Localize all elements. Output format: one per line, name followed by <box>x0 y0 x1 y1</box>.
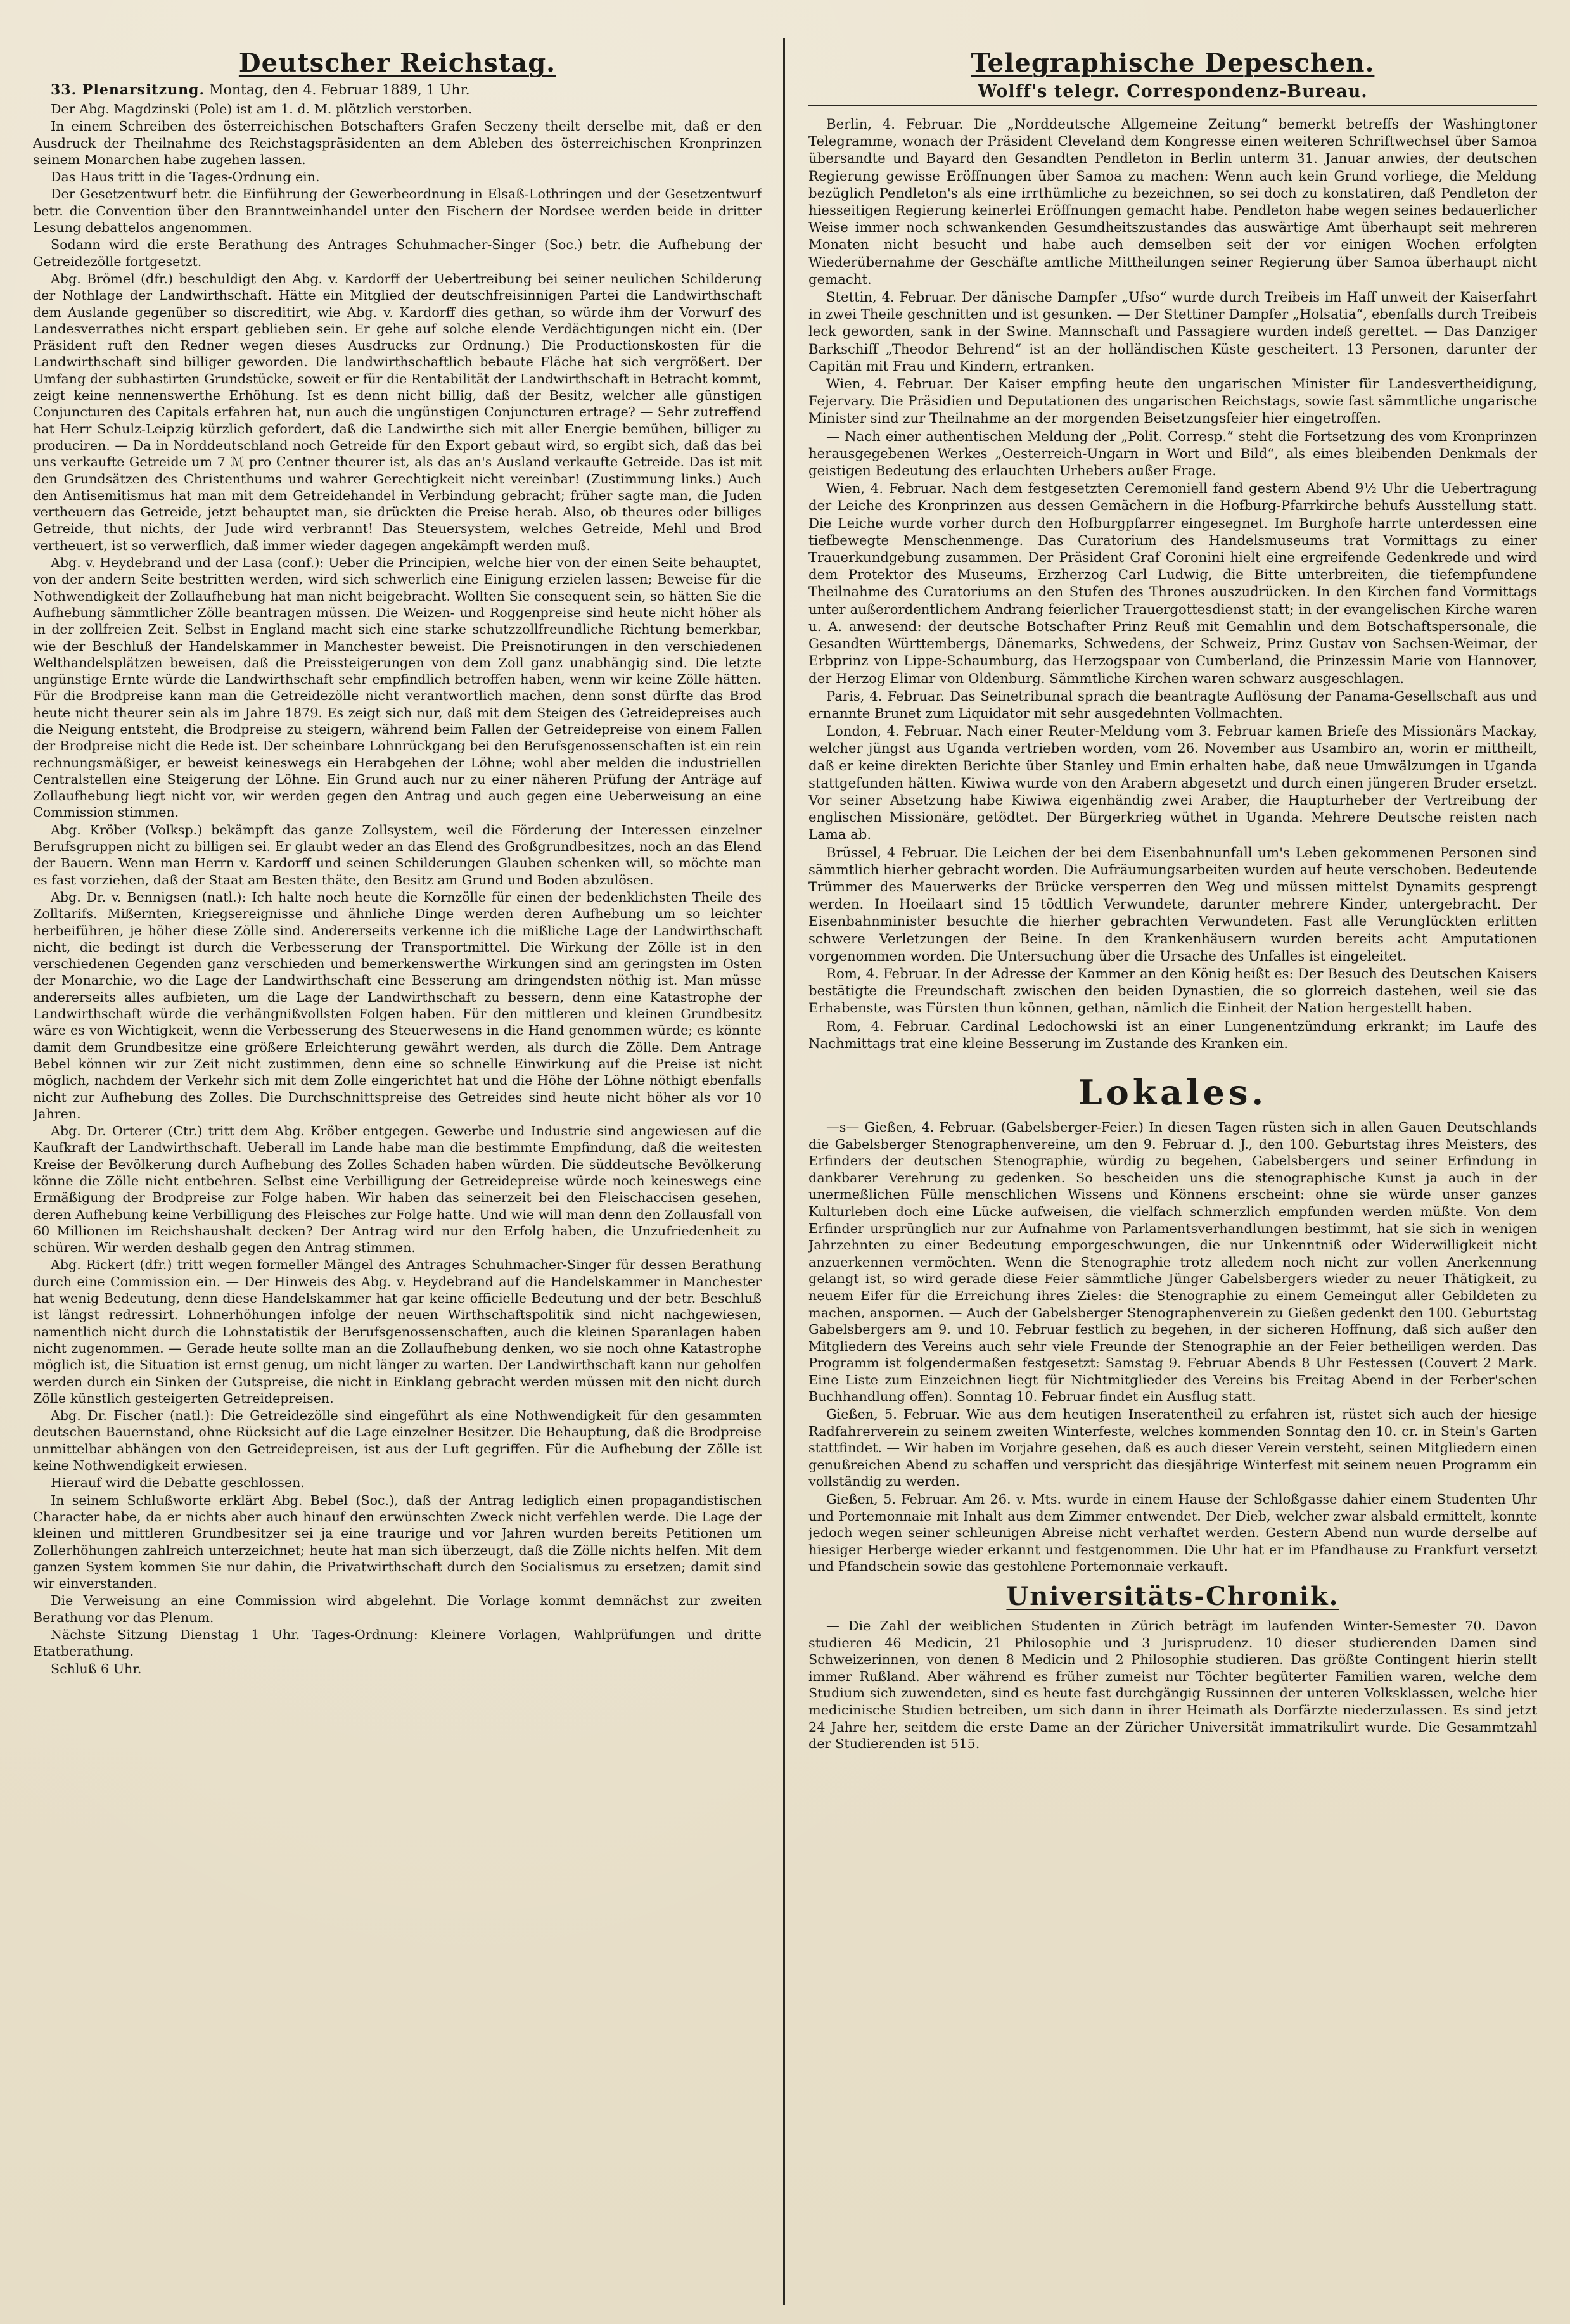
paragraph-verweisung: Die Verweisung an eine Commission wird abgelehnt. Die Vorlage kommt demnächst zur zweiten Berathung vor das Plenum. <box>33 1593 762 1625</box>
reichstag-report <box>33 101 762 1677</box>
paragraph-schluss: Schluß 6 Uhr. <box>51 1661 142 1676</box>
column-divider <box>783 38 785 2305</box>
telegraph-subheading: Wolff's telegr. Correspondenz-Bureau. <box>978 82 1368 101</box>
telegraph-rule <box>808 105 1537 106</box>
paragraph-broemel: Abg. Brömel (dfr.) beschuldigt den Abg. v. Kardorff der Uebertreibung bei seiner neulichen Schilderung der Nothlage der Landwirthschaft. Hätte ein Mitglied der deutschfreisinnigen Partei die Landwirthschaft dem Auslande gegenüber so discreditirt, wie Abg. v. Kardorff dies gethan, so würde ihm der Vorwurf des Landesverrathes nicht erspart geblieben sein. Er gehe auf solche elende Verdächtigungen nicht ein. (Der Präsident ruft den Redner wegen dieses Ausdrucks zur Ordnung.) Die Productionskosten für die Landwirthschaft sind billiger geworden. Die landwirthschaftlich bebaute Fläche hat sich vergrößert. Der Umfang der subhastirten Grundstücke, soweit er für die Rentabilität der Landwirthschaft in Betracht kommt, zeigt keine nennenswerthe Erhöhung. Ist es denn nicht billig, daß der Besitz, welcher alle günstigen Conjuncturen des Capitals erfahren hat, nun auch die ungünstigen Conjuncturen ertrage? — Sehr zutreffend hat Herr Schulz-Leipzig kürzlich gefordert, daß die Landwirthe sich mit aller Energie bemühen, billiger zu produciren. — Da in Norddeutschland noch Getreide für den Export gebaut wird, so ergibt sich, daß das bei uns verkaufte Getreide um 7 ℳ pro Centner theurer ist, als das an's Ausland verkaufte Getreide. Das ist mit den Grundsätzen des Christenthums und wahrer Gerechtigkeit nicht vereinbar! (Zustimmung links.) Auch den Antisemitismus hat man mit dem Getreidehandel in Verbindung gebracht; früher sagte man, die Juden vertheuern das Getreide, jetzt behauptet man, sie drückten die Preise herab. Also, ob theures oder billiges Getreide, thut nichts, der Jude wird verbrannt! Das Steuersystem, welches Getreide, Mehl und Brod vertheuert, ist so verwerflich, daß immer wieder dagegen angekämpft werden muß. <box>33 271 762 553</box>
sitting-date: Montag, den 4. Februar 1889, 1 Uhr. <box>209 82 470 98</box>
paragraph-debatte: Hierauf wird die Debatte geschlossen. <box>51 1475 305 1491</box>
paragraph-schuhmacher: Sodann wird die erste Berathung des Antrages Schuhmacher-Singer (Soc.) betr. die Aufhebung der Getreidezölle fortgesetzt. <box>33 237 762 269</box>
universitaets-section <box>808 1618 1537 1753</box>
sitting-label: 33. Plenarsitzung. <box>51 82 205 98</box>
universitaets-heading: Universitäts-Chronik. <box>1006 1581 1339 1611</box>
paragraph-kroeber: Abg. Kröber (Volksp.) bekämpft das ganze Zollsystem, weil die Förderung der Interessen einzelner Berufsgruppen nicht zu billigen sei. Er glaubt weder an das Elend des Großgrundbesitzes, noch an das Elend der Bauern. Wenn man Herrn v. Kardorff und seinen Schilderungen Glauben schenken will, so möchte man es fast vorziehen, daß der Staat am Besten thäte, den Besitz am Grund und Boden abzulösen. <box>33 822 762 888</box>
paragraph-wien1: Wien, 4. Februar. Der Kaiser empfing heute den ungarischen Minister für Landesvertheidigung, Fejervary. Die Präsidien und Deputationen des ungarischen Reichstags, sowie fast sämmtliche ungarische Minister sind zur Theilnahme an der morgenden Beisetzungsfeier hier eingetroffen. <box>808 376 1537 426</box>
paragraph-polit: — Nach einer authentischen Meldung der „Polit. Corresp.“ steht die Fortsetzung des vom Kronprinzen herausgegebenen Werkes „Oesterreich-Ungarn in Wort und Bild“, als eines bleibenden Denkmals der geistigen Bedeutung des erlauchten Urhebers außer Frage. <box>808 428 1537 479</box>
paragraph-magdzinski: Der Abg. Magdzinski (Pole) ist am 1. d. M. plötzlich verstorben. <box>51 101 473 117</box>
telegraph-heading: Telegraphische Depeschen. <box>971 48 1375 78</box>
paragraph-rom1: Rom, 4. Februar. In der Adresse der Kammer an den König heißt es: Der Besuch des Deutschen Kaisers bestätigte die Freundschaft zwischen den beiden Dynastien, die so glorreich dastehen, weil sie das Erhabenste, was Fürsten thun können, gethan, nämlich die Einheit der Nation hergestellt haben. <box>808 965 1537 1016</box>
paragraph-orterer: Abg. Dr. Orterer (Ctr.) tritt dem Abg. Kröber entgegen. Gewerbe und Industrie sind angewiesen auf die Kaufkraft der Landwirthschaft. Ueberall im Lande habe man die bestimmte Empfindung, daß die weitesten Kreise der Bevölkerung durch Aufhebung des Zolles Schaden haben würden. Die süddeutsche Bevölkerung könne die Zölle nicht entbehren. Selbst eine Verbilligung der Getreidepreise würde noch keineswegs eine Ermäßigung der Brodpreise zur Folge haben. Wir haben das seinerzeit bei den Fleischaccisen gesehen, deren Aufhebung keine Verbilligung des Fleisches zur Folge hatte. Und wie will man denn den Zollausfall von 60 Millionen im Reichshaushalt decken? Der Antrag wird nur den Erfolg haben, die Unzufriedenheit zu schüren. Wir werden deshalb gegen den Antrag stimmen. <box>33 1123 762 1256</box>
paragraph-giessen2: Gießen, 5. Februar. Wie aus dem heutigen Inseratentheil zu erfahren ist, rüstet sich auch der hiesige Radfahrerverein zu seinem zweiten Winterfeste, welches kommenden Sonntag den 10. cr. in Stein's Garten stattfindet. — Wir haben im Vorjahre gesehen, daß es auch dieser Verein versteht, seinen Mitgliedern einen genußreichen Abend zu schaffen und verspricht das diesjährige Winterfest mit seinem neuen Programm ein vollständig zu werden. <box>808 1407 1537 1490</box>
paragraph-giessen3: Gießen, 5. Februar. Am 26. v. Mts. wurde in einem Hause der Schloßgasse dahier einem Studenten Uhr und Portemonnaie mit Inhalt aus dem Zimmer entwendet. Der Dieb, welcher zwar alsbald ermittelt, konnte jedoch wegen seiner schleunigen Abreise nicht verhaftet werden. Gestern Abend nun wurde derselbe auf hiesiger Herberge wieder erkannt und festgenommen. Die Uhr hat er im Pfandhause zu Frankfurt versetzt und Pfandschein sowie das gestohlene Portemonnaie verkauft. <box>808 1491 1537 1574</box>
paragraph-bennigsen: Abg. Dr. v. Bennigsen (natl.): Ich halte noch heute die Kornzölle für einen der bedenklichsten Theile des Zolltarifs. Mißernten, Kriegsereignisse und ähnliche Dinge werden deren Aufhebung um so leichter herbeiführen, je höher diese Zölle sind. Andererseits verkenne ich die mißliche Lage der Landwirthschaft nicht, die bedingt ist durch die Verbesserung der Transportmittel. Die Wirkung der Zölle ist in den verschiedenen Gegenden ganz verschieden und bemerkenswerthe Wirkungen sind am geringsten im Osten der Monarchie, wo die Lage der Landwirthschaft eine Besserung am dringendsten nöthig ist. Man müsse andererseits alles aufbieten, um die Lage der Landwirthschaft zu bessern, denn eine Katastrophe der Landwirthschaft würde die verhängnißvollsten Folgen haben. Für den mittleren und kleinen Grundbesitz wäre es von Wichtigkeit, wenn die Verbesserung des Steuerwesens in die Hand genommen würde; es könnte damit dem Grundbesitze eine größere Erleichterung gewährt werden, als durch die Zölle. Dem Antrage Bebel können wir zur Zeit nicht zustimmen, denn eine so schnelle Einwirkung auf die Preise ist nicht möglich, nachdem der Verkehr sich mit dem Zolle eingerichtet hat und die Höhe der Löhne nöthigt ebenfalls nicht zur Aufhebung des Zolles. Die Durchschnittspreise des Getreides sind heute nicht höher als vor 10 Jahren. <box>33 889 762 1121</box>
section-separator <box>808 1061 1537 1063</box>
reichstag-heading: Deutscher Reichstag. <box>238 48 556 78</box>
paragraph-zuerich: — Die Zahl der weiblichen Studenten in Zürich beträgt im laufenden Winter-Semester 70. Davon studieren 46 Medicin, 21 Philosophie und 3 Jurisprudenz. 10 dieser studierenden Damen sind Schweizerinnen, von denen 8 Medicin und 2 Philosophie studieren. Das größte Contingent hierin stellt immer Rußland. Aber während es früher zumeist nur Töchter begüterter Familien waren, welche dem Studium sich zuwendeten, sind es heute fast durchgängig Russinnen der unteren Volksklassen, welche hier medicinische Studien betreiben, um sich dann in ihrer Heimath als Dorfärzte niederzulassen. Es sind jetzt 24 Jahre her, seitdem die erste Dame an der Züricher Universität immatrikulirt wurde. Die Gesammtzahl der Studierenden ist 515. <box>808 1618 1537 1752</box>
paragraph-bebel: In seinem Schlußworte erklärt Abg. Bebel (Soc.), daß der Antrag lediglich einen propagandistischen Character habe, da er nichts aber auch hinauf den erwünschten Zweck nicht verfehlen werde. Die Lage der kleinen und mittleren Grundbesitzer sei ja eine traurige und vor Jahren wurden bereits Petitionen um Zollerhöhungen zahlreich unterzeichnet; heute hat man sich überzeugt, daß die Zölle nichts helfen. Mit dem ganzen System kommen Sie nur dahin, die Privatwirthschaft durch den Socialismus zu ersetzen; damit sind wir einverstanden. <box>33 1492 762 1592</box>
paragraph-heydebrand: Abg. v. Heydebrand und der Lasa (conf.): Ueber die Principien, welche hier von der einen Seite behauptet, von der andern Seite bestritten werden, wird sich schwerlich eine Einigung erzielen lassen; Beweise für die Nothwendigkeit der Zollaufhebung hat man nicht beigebracht. Wollten Sie consequent sein, so hätten Sie die Aufhebung sämmtlicher Zölle beantragen müssen. Die Weizen- und Roggenpreise sind heute nicht höher als in der zollfreien Zeit. Selbst in England macht sich eine starke schutzzollfreundliche Richtung bemerkbar, wie der Beschluß der Handelskammer in Manchester beweist. Die Preisnotirungen in den verschiedenen Welthandelsplätzen beweisen, daß die Preissteigerungen von dem Zoll ganz unabhängig sind. Die letzte ungünstige Ernte würde die Landwirthschaft sehr empfindlich betroffen haben, wenn wir keine Zölle hätten. Für die Brodpreise kann man die Getreidezölle nicht verantwortlich machen, denn sonst dürfte das Brod heute nicht theurer sein als im Jahre 1879. Es zeigt sich nur, daß mit dem Steigen des Getreidepreises auch die Neigung entsteht, die Brodpreise zu steigern, während beim Fallen der Getreidepreise von einem Fallen der Brodpreise nicht die Rede ist. Der scheinbare Lohnrückgang bei den Berufsgenossenschaften ist ein rein rechnungsmäßiger, er beweist keineswegs ein Herabgehen der Löhne; wohl aber melden die industriellen Centralstellen eine Steigerung der Löhne. Ein Grund auch nur zu einer näheren Prüfung der Anträge auf Zollaufhebung liegt nicht vor, wir werden gegen den Antrag und auch gegen eine Ueberweisung an eine Commission stimmen. <box>33 555 762 820</box>
lokales-heading: Lokales. <box>1078 1071 1268 1113</box>
left-column <box>33 44 762 2299</box>
sitting-line <box>33 82 762 98</box>
paragraph-gewerbeordnung: Der Gesetzentwurf betr. die Einführung der Gewerbeordnung in Elsaß-Lothringen und der Gesetzentwurf betr. die Convention über den Branntweinhandel unter den Fischern der Nordsee werden beide in dritter Lesung debattelos angenommen. <box>33 186 762 236</box>
right-column <box>808 44 1537 2299</box>
paragraph-tagesordnung: Das Haus tritt in die Tages-Ordnung ein. <box>51 169 320 185</box>
paragraph-paris: Paris, 4. Februar. Das Seinetribunal sprach die beantragte Auflösung der Panama-Gesellschaft aus und ernannte Brunet zum Liquidator mit sehr ausgedehnten Vollmachten. <box>808 687 1537 721</box>
paragraph-fischer: Abg. Dr. Fischer (natl.): Die Getreidezölle sind eingeführt als eine Nothwendigkeit für den gesammten deutschen Bauernstand, ohne Rücksicht auf die Lage einzelner Besitzer. Die Behauptung, daß die Brodpreise unmittelbar abhängen von den Getreidepreisen, ist aus der Luft gegriffen. Für die Aufhebung der Zölle ist keine Nothwendigkeit erwiesen. <box>33 1408 762 1474</box>
paragraph-london: London, 4. Februar. Nach einer Reuter-Meldung vom 3. Februar kamen Briefe des Missionärs Mackay, welcher jüngst aus Uganda vertrieben worden, vom 26. November aus Usambiro an, worin er mittheilt, daß er keine direkten Berichte über Stanley und Emin erhalten habe, daß neue Umwälzungen in Uganda stattgefunden hätten. Kiwiwa wurde von den Arabern abgesetzt und durch einen jüngeren Bruder ersetzt. Vor seiner Absetzung habe Kiwiwa eigenhändig zwei Araber, die Haupturheber der Vertreibung der englischen Missionäre, getödtet. Der Bürgerkrieg wüthet in Uganda. Mehrere Deutsche reisten nach Lama ab. <box>808 723 1537 843</box>
paragraph-berlin: Berlin, 4. Februar. Die „Norddeutsche Allgemeine Zeitung“ bemerkt betreffs der Washingtoner Telegramme, wonach der Präsident Cleveland dem Kongresse einen weiteren Schriftwechsel über Samoa übersandte und Bayard den Gesandten Pendleton in Berlin unterm 31. Januar anwies, der deutschen Regierung gewisse Eröffnungen über Samoa zu machen: Wenn auch kein Grund vorliege, die Meldung bezüglich Pendleton's als eine irrthümliche zu bezeichnen, so sei doch zu konstatiren, daß Pendleton der hiesseitigen Regierung keinerlei Eröffnungen gemacht habe. Pendleton habe wegen seines bedauerlicher Weise immer noch schwankenden Gesundheitszustandes das auswärtige Amt überhaupt seit mehreren Monaten nicht besucht und habe auch demselben seit der vor einigen Wochen erfolgten Wiederübernahme der Geschäfte amtliche Mittheilungen seiner Regierung über Samoa überhaupt nicht gemacht. <box>808 116 1537 287</box>
paragraph-rom2: Rom, 4. Februar. Cardinal Ledochowski ist an einer Lungenentzündung erkrankt; im Laufe des Nachmittags trat eine kleine Besserung im Zustande des Kranken ein. <box>808 1018 1537 1051</box>
paragraph-wien2: Wien, 4. Februar. Nach dem festgesetzten Ceremoniell fand gestern Abend 9½ Uhr die Uebertragung der Leiche des Kronprinzen aus dessen Gemächern in die Hofburg-Pfarrkirche behufs Ausstellung statt. Die Leiche wurde vorher durch den Hofburgpfarrer eingesegnet. Im Burghofe harrte unterdessen eine tiefbewegte Menschenmenge. Das Curatorium des Handelsmuseums trat Vormittags zu einer Trauerkundgebung zusammen. Der Präsident Graf Coronini hielt eine ergreifende Gedenkrede und wird dem Protektor des Museums, Erzherzog Carl Ludwig, die Bitte unterbreiten, die tiefempfundene Theilnahme des Curatoriums an den Stufen des Thrones auszudrücken. In den Kirchen fand Vormittags unter außerordentlichem Andrang feierlicher Trauergottesdienst statt; in der evangelischen Kirche waren u. A. anwesend: der deutsche Botschafter Prinz Reuß mit Gemahlin und dem Botschaftspersonale, die Gesandten Württembergs, Dänemarks, Schwedens, der Schweiz, Prinz Gustav von Sachsen-Weimar, der Erbprinz von Lippe-Schaumburg, das Herzogspaar von Cumberland, die Prinzessin Marie von Hannover, der Herzog Elimar von Oldenburg. Sämmtliche Kirchen waren schwarz ausgeschlagen. <box>808 480 1537 686</box>
lokales-section <box>808 1119 1537 1575</box>
paragraph-stettin: Stettin, 4. Februar. Der dänische Dampfer „Ufso“ wurde durch Treibeis im Haff unweit der Kaiserfahrt in zwei Theile geschnitten und ist gesunken. — Der Stettiner Dampfer „Holsatia“, ebenfalls durch Treibeis leck geworden, sank in der Swine. Mannschaft und Passagiere wurden indeß gerettet. — Das Danziger Barkschiff „Theodor Behrend“ ist an der holländischen Küste gescheitert. 13 Personen, darunter der Capitän mit Frau und Kindern, ertranken. <box>808 289 1537 374</box>
paragraph-seczeny: In einem Schreiben des österreichischen Botschafters Grafen Seczeny theilt derselbe mit, daß er den Ausdruck der Theilnahme des Reichstagspräsidenten an dem Ableben des österreichischen Kronprinzen seinem Monarchen habe zugehen lassen. <box>33 118 762 167</box>
paragraph-naechste: Nächste Sitzung Dienstag 1 Uhr. Tages-Ordnung: Kleinere Vorlagen, Wahlprüfungen und dritte Etatberathung. <box>33 1627 762 1659</box>
paragraph-giessen1: —s— Gießen, 4. Februar. (Gabelsberger-Feier.) In diesen Tagen rüsten sich in allen Gauen Deutschlands die Gabelsberger Stenographenvereine, um den 9. Februar d. J., den 100. Geburtstag ihres Meisters, des Erfinders der deutschen Stenographie, würdig zu begehen, Gabelsbergers und seiner Erfindung in dankbarer Verehrung zu gedenken. So bescheiden uns die stenographische Kunst ja auch in der unermeßlichen Fülle menschlichen Wissens und Könnens erscheint: ohne sie würde unser ganzes Kulturleben doch eine Lücke aufweisen, die vielfach schmerzlich empfunden werden müßte. Von dem Erfinder ursprünglich nur zur Aufnahme von Parlamentsverhandlungen bestimmt, hat sie sich in wenigen Jahrzehnten zu einer Bedeutung emporgeschwungen, die nur Unkenntniß oder Widerwilligkeit nicht anzuerkennen vermöchten. Wenn die Stenographie trotz alledem noch nicht zur vollen Anerkennung gelangt ist, so wird gerade diese Feier sämmtliche Jünger Gabelsbergers wieder zu neuer Thätigkeit, zu neuem Eifer für die Erreichung ihres Zieles: die Stenographie zu einem Gemeingut aller Gebildeten zu machen, anspornen. — Auch der Gabelsberger Stenographenverein zu Gießen gedenkt den 100. Geburtstag Gabelsbergers am 9. und 10. Februar festlich zu begehen, in der sicheren Hoffnung, daß sich außer den Mitgliedern des Vereins auch sehr viele Freunde der Stenographie an der Feier betheiligen werden. Das Programm ist folgendermaßen festgesetzt: Samstag 9. Februar Abends 8 Uhr Festessen (Couvert 2 Mark. Eine Liste zum Einzeichnen liegt für Nichtmitglieder des Vereins bis Freitag Abend in der Ferber'schen Buchhandlung offen). Sonntag 10. Februar findet ein Ausflug statt. <box>808 1119 1537 1405</box>
telegraph-dispatches <box>808 115 1537 1052</box>
paragraph-bruessel: Brüssel, 4 Februar. Die Leichen der bei dem Eisenbahnunfall um's Leben gekommenen Personen sind sämmtlich hierher gebracht worden. Die Aufräumungsarbeiten wurden auf heute verschoben. Bedeutende Trümmer des Mauerwerks der Brücke versperren den Weg und müssen mittelst Dynamits gesprengt werden. In Hoeilaart sind 15 tödtlich Verwundete, darunter mehrere Kinder, untergebracht. Der Eisenbahnminister besuchte die hierher gebrachten Verwundeten. Fast alle Verunglückten erlitten schwere Verletzungen der Beine. In den Krankenhäusern wurden bereits acht Amputationen vorgenommen worden. Die Untersuchung über die Ursache des Unfalles ist eingeleitet. <box>808 844 1537 964</box>
paragraph-rickert: Abg. Rickert (dfr.) tritt wegen formeller Mängel des Antrages Schuhmacher-Singer für dessen Berathung durch eine Commission ein. — Der Hinweis des Abg. v. Heydebrand auf die Handelskammer in Manchester hat wenig Bedeutung, denn diese Handelskammer hat gar keine officielle Bedeutung und der betr. Beschluß ist längst redressirt. Lohnerhöhungen infolge der neuen Wirthschaftspolitik sind nicht nachgewiesen, namentlich nicht durch die Lohnstatistik der Berufsgenossenschaften, auch die kleinen Sparanlagen haben nicht zugenommen. — Gerade heute sollte man an die Zollaufhebung denken, wo sie noch ohne Katastrophe möglich ist, die Situation ist ernst genug, um nicht länger zu warten. Der Landwirthschaft kann nur geholfen werden durch ein Sinken der Gutspreise, die nicht in Einklang gebracht werden müssen mit den nicht durch Zölle künstlich gesteigerten Getreidepreisen. <box>33 1257 762 1406</box>
